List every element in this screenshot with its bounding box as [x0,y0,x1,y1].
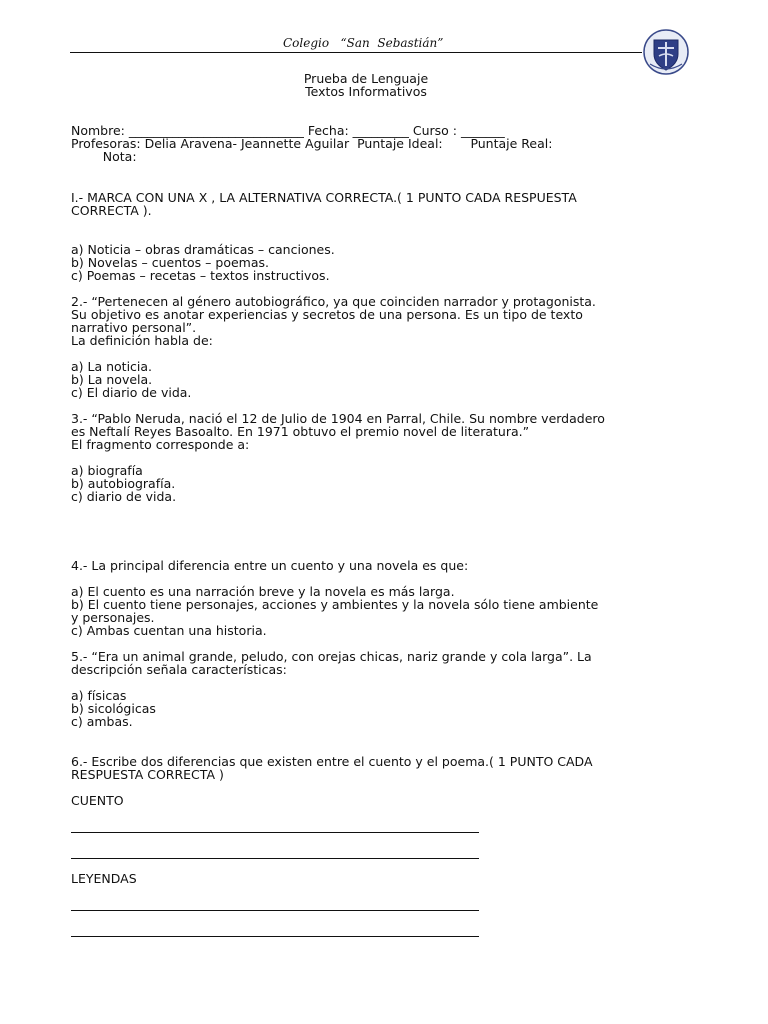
answer-line[interactable] [71,832,479,833]
q6-text: 6.- Escribe dos diferencias que existen entre el cuento y el poema.( 1 PUNTO CADA [71,754,593,769]
q2-text: Su objetivo es anotar experiencias y secretos de una persona. Es un tipo de texto [71,307,583,322]
q2-text: La definición habla de: [71,333,213,348]
exam-subtitle: Textos Informativos [305,84,427,99]
q2-text: 2.- “Pertenecen al género autobiográfico, ya que coinciden narrador y protagonista. [71,294,596,309]
answer-line[interactable] [71,936,479,937]
q5-text: descripción señala características: [71,662,287,677]
q5-text: 5.- “Era un animal grande, peludo, con orejas chicas, nariz grande y cola larga”. La [71,649,592,664]
q5-option: b) sicológicas [71,701,156,716]
q2-option: c) El diario de vida. [71,385,192,400]
leyendas-label: LEYENDAS [71,871,137,886]
q3-option: a) biografía [71,463,143,478]
q3-text: es Neftalí Reyes Basoalto. En 1971 obtuvo el premio novel de literatura.” [71,424,530,439]
school-crest-icon [642,28,690,76]
q4-option: b) El cuento tiene personajes, acciones y ambientes y la novela sólo tiene ambiente [71,597,599,612]
header-rule [70,52,642,53]
q3-option: c) diario de vida. [71,489,177,504]
q3-text: 3.- “Pablo Neruda, nació el 12 de Julio de 1904 en Parral, Chile. Su nombre verdadero [71,411,605,426]
teachers-line: Profesoras: Delia Aravena- Jeannette Aguilar Puntaje Ideal: Puntaje Real: [71,136,553,151]
section-instruction: I.- MARCA CON UNA X , LA ALTERNATIVA CORRECTA.( 1 PUNTO CADA RESPUESTA [71,190,577,205]
answer-line[interactable] [71,858,479,859]
q3-option: b) autobiografía. [71,476,176,491]
q4-option: c) Ambas cuentan una historia. [71,623,267,638]
q1-option: c) Poemas – recetas – textos instructivos. [71,268,330,283]
q4-option: a) El cuento es una narración breve y la novela es más larga. [71,584,455,599]
q4-text: 4.- La principal diferencia entre un cuento y una novela es que: [71,558,469,573]
section-instruction: CORRECTA ). [71,203,152,218]
school-name: Colegio “San Sebastián” [283,36,448,50]
q5-option: a) físicas [71,688,127,703]
answer-line[interactable] [71,910,479,911]
student-info-line: Nombre: ____________________________ Fecha: _________ Curso : _______ [71,123,505,138]
q4-option: y personajes. [71,610,155,625]
q2-text: narrativo personal”. [71,320,197,335]
q1-option: b) Novelas – cuentos – poemas. [71,255,269,270]
q1-option: a) Noticia – obras dramáticas – canciones. [71,242,335,257]
q2-option: a) La noticia. [71,359,153,374]
grade-line: Nota: [71,149,137,164]
q3-text: El fragmento corresponde a: [71,437,250,452]
q5-option: c) ambas. [71,714,133,729]
cuento-label: CUENTO [71,793,124,808]
q2-option: b) La novela. [71,372,153,387]
exam-title: Prueba de Lenguaje [303,71,429,86]
q6-text: RESPUESTA CORRECTA ) [71,767,224,782]
